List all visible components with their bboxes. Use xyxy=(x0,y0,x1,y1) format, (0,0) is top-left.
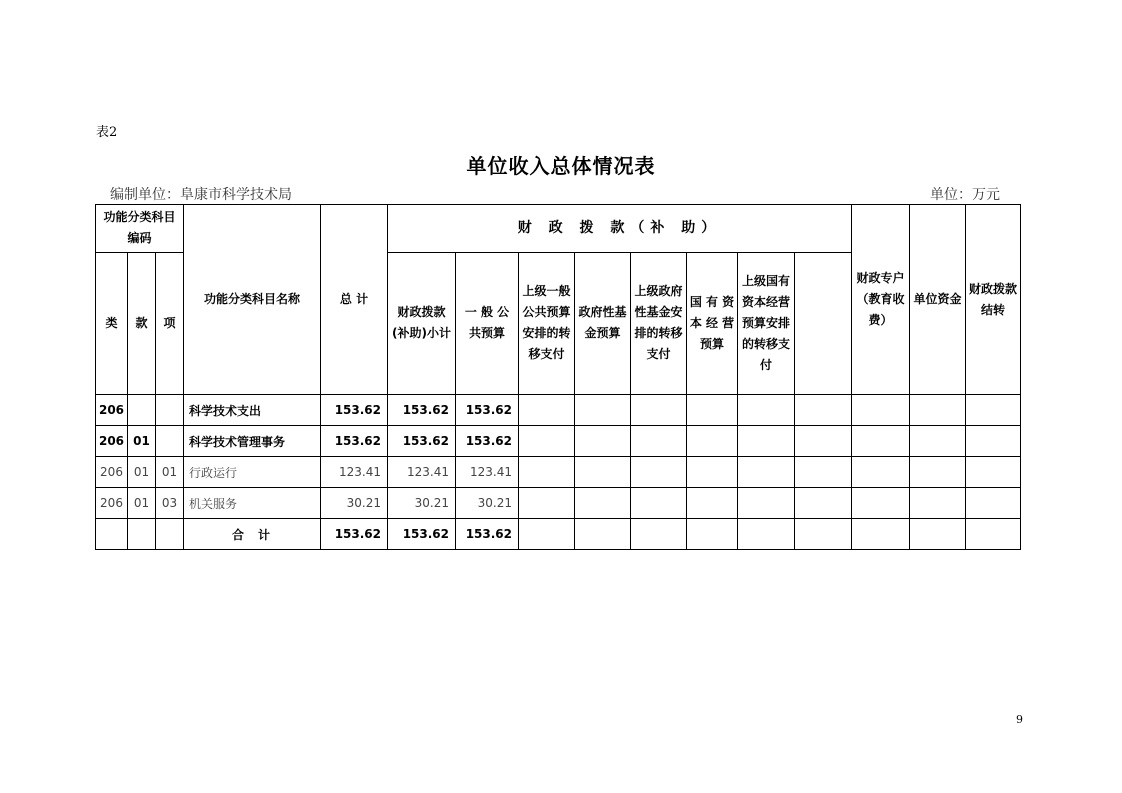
xiang-cell xyxy=(156,426,184,457)
xiang-cell xyxy=(156,395,184,426)
gov-fund-header: 政府性基金预算 xyxy=(575,252,631,394)
kuan-cell: 01 xyxy=(128,426,156,457)
general-cell: 153.62 xyxy=(456,519,519,550)
subtotal-cell: 153.62 xyxy=(388,426,456,457)
general-cell: 30.21 xyxy=(456,488,519,519)
total-cell: 123.41 xyxy=(321,457,388,488)
kuan-cell: 01 xyxy=(128,488,156,519)
upper-general-header: 上级一般公共预算安排的转移支付 xyxy=(519,252,575,394)
lei-cell: 206 xyxy=(96,457,128,488)
total-cell: 153.62 xyxy=(321,395,388,426)
total-cell: 153.62 xyxy=(321,426,388,457)
total-row xyxy=(96,519,1021,550)
subtotal-cell: 123.41 xyxy=(388,457,456,488)
state-capital-header: 国 有 资 本 经 营 预算 xyxy=(687,252,738,394)
subtotal-cell: 153.62 xyxy=(388,519,456,550)
lei-cell: 206 xyxy=(96,426,128,457)
unit-funds-header: 单位资金 xyxy=(910,205,966,395)
lei-header: 类 xyxy=(96,252,128,394)
upper-gov-fund-header: 上级政府性基金安排的转移支付 xyxy=(631,252,687,394)
total-label-cell: 合计 xyxy=(184,519,321,550)
page-number: 9 xyxy=(1016,713,1023,726)
general-cell: 153.62 xyxy=(456,426,519,457)
fiscal-group-header: 财 政 拨 款（补 助） xyxy=(388,205,852,253)
name-cell: 科学技术支出 xyxy=(184,395,321,426)
fiscal-special-header: 财政专户（教育收费） xyxy=(852,205,910,395)
fiscal-carryover-header: 财政拨款结转 xyxy=(966,205,1021,395)
table-row xyxy=(96,395,1021,426)
table-label: 表2 xyxy=(96,125,118,140)
func-name-header: 功能分类科目名称 xyxy=(184,205,321,395)
currency-unit: 单位：万元 xyxy=(930,187,1000,203)
subtotal-cell: 153.62 xyxy=(388,395,456,426)
general-budget-header: 一 般 公 共预算 xyxy=(456,252,519,394)
table-row xyxy=(96,457,1021,488)
upper-state-capital-header: 上级国有资本经营预算安排的转移支付 xyxy=(738,252,795,394)
kuan-header: 款 xyxy=(128,252,156,394)
name-cell: 行政运行 xyxy=(184,457,321,488)
total-cell: 153.62 xyxy=(321,519,388,550)
total-header: 总 计 xyxy=(321,205,388,395)
lei-cell: 206 xyxy=(96,488,128,519)
name-cell: 机关服务 xyxy=(184,488,321,519)
lei-cell: 206 xyxy=(96,395,128,426)
xiang-cell: 01 xyxy=(156,457,184,488)
fiscal-subtotal-header: 财政拨款(补助)小计 xyxy=(388,252,456,394)
xiang-header: 项 xyxy=(156,252,184,394)
kuan-cell xyxy=(128,395,156,426)
xiang-cell: 03 xyxy=(156,488,184,519)
prepared-by-unit: 编制单位：阜康市科学技术局 xyxy=(110,187,292,203)
name-cell: 科学技术管理事务 xyxy=(184,426,321,457)
kuan-cell: 01 xyxy=(128,457,156,488)
general-cell: 123.41 xyxy=(456,457,519,488)
total-cell: 30.21 xyxy=(321,488,388,519)
income-summary-table xyxy=(95,204,1021,550)
func-code-header: 功能分类科目编码 xyxy=(96,205,184,253)
subtotal-cell: 30.21 xyxy=(388,488,456,519)
table-row xyxy=(96,488,1021,519)
general-cell: 153.62 xyxy=(456,395,519,426)
table-row xyxy=(96,426,1021,457)
page-title: 单位收入总体情况表 xyxy=(466,154,656,178)
